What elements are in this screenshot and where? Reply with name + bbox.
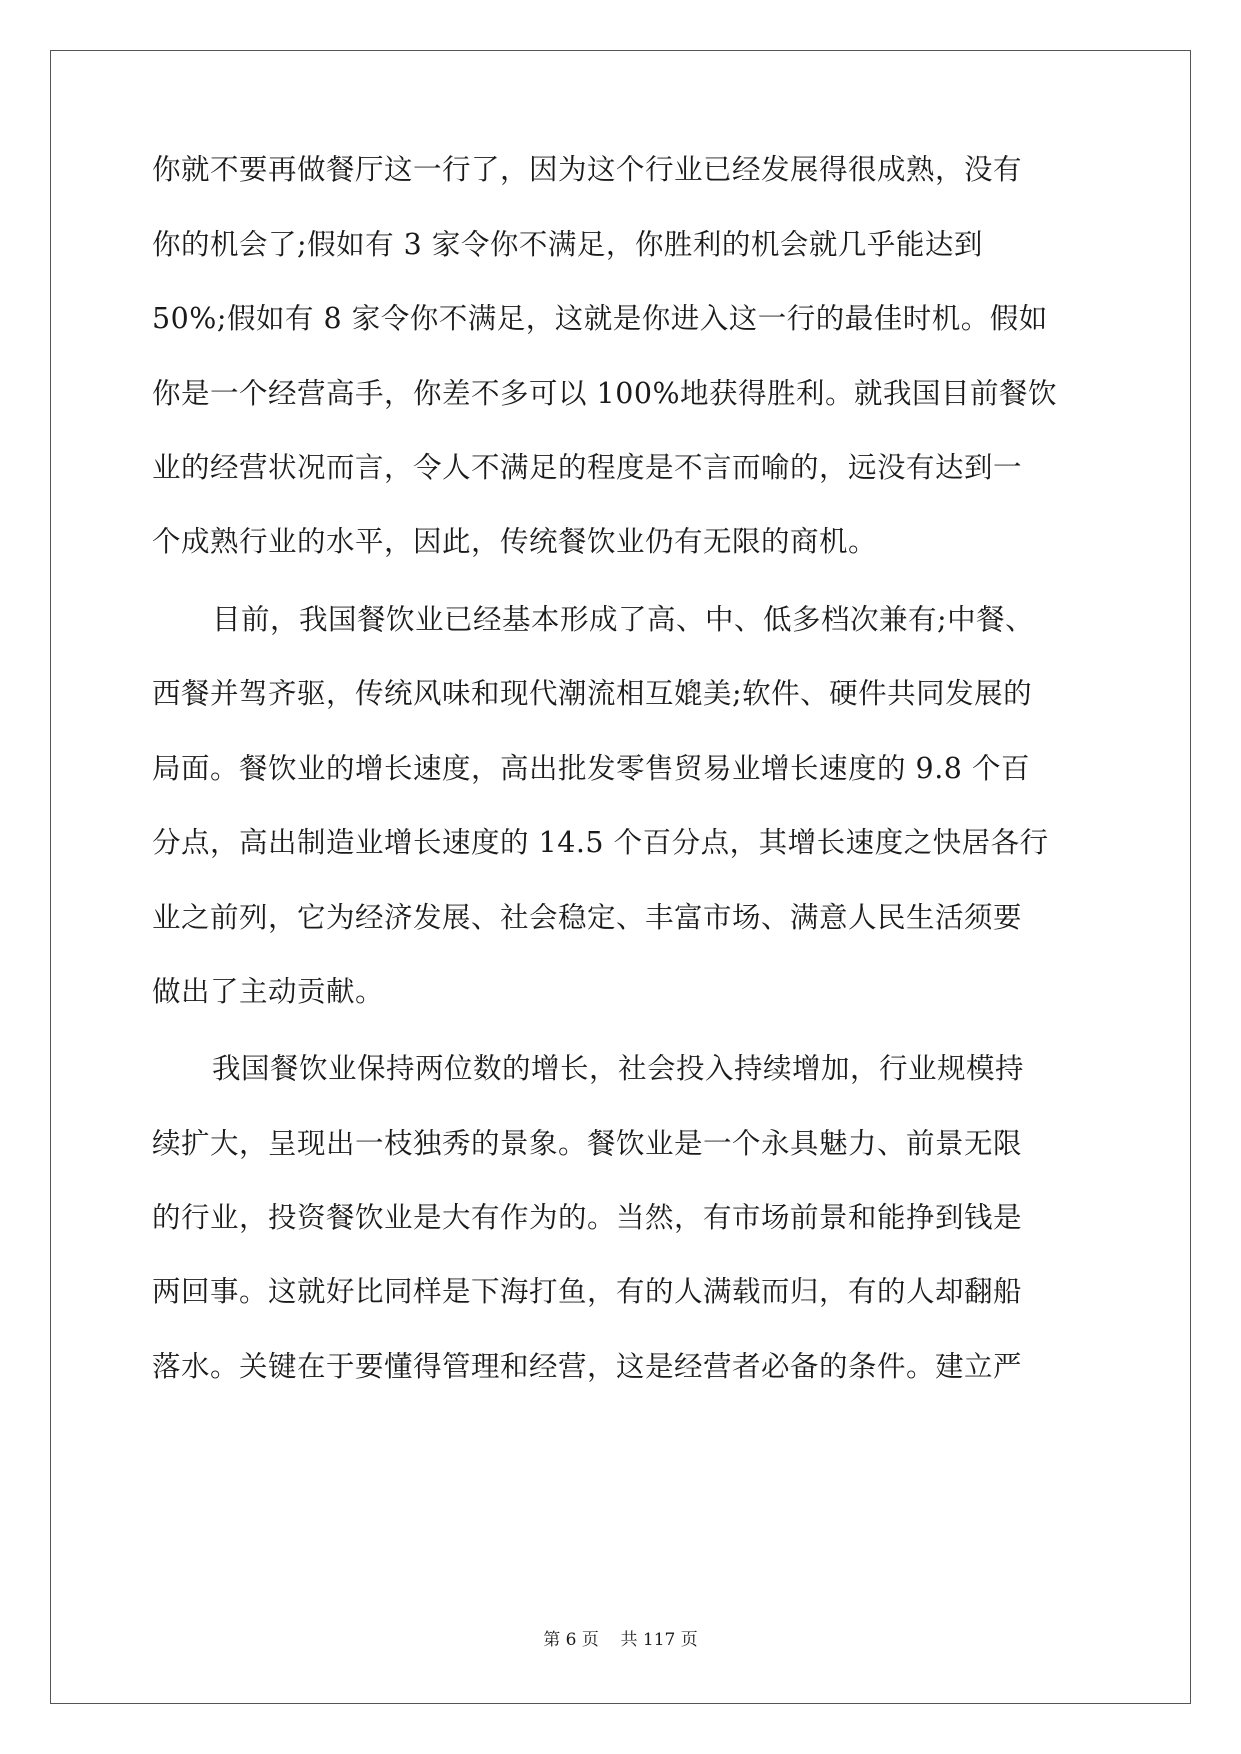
text-line: 业之前列，它为经济发展、社会稳定、丰富市场、满意人民生活须要 (152, 901, 1023, 934)
text-line: 业的经营状况而言，令人不满足的程度是不言而喻的，远没有达到一 (152, 451, 1023, 484)
paragraph-first-line: 我国餐饮业保持两位数的增长，社会投入持续增加，行业规模持 (212, 1052, 1025, 1085)
page-number-footer: 第 6 页 共 117 页 (543, 1630, 698, 1650)
text-line: 你是一个经营高手，你差不多可以 100%地获得胜利。就我国目前餐饮 (152, 377, 1058, 410)
text-line: 续扩大，呈现出一枝独秀的景象。餐饮业是一个永具魅力、前景无限 (152, 1127, 1023, 1160)
text-line: 的行业，投资餐饮业是大有作为的。当然，有市场前景和能挣到钱是 (152, 1201, 1023, 1234)
text-line: 50%;假如有 8 家令你不满足，这就是你进入这一行的最佳时机。假如 (152, 302, 1048, 335)
text-line: 分点，高出制造业增长速度的 14.5 个百分点，其增长速度之快居各行 (152, 826, 1049, 859)
text-line: 西餐并驾齐驱，传统风味和现代潮流相互媲美;软件、硬件共同发展的 (152, 677, 1033, 710)
text-line: 你的机会了;假如有 3 家令你不满足，你胜利的机会就几乎能达到 (152, 228, 983, 261)
paragraph-first-line: 目前，我国餐饮业已经基本形成了高、中、低多档次兼有;中餐、 (212, 603, 1035, 636)
text-line: 你就不要再做餐厅这一行了，因为这个行业已经发展得很成熟，没有 (152, 153, 1023, 186)
text-line: 落水。关键在于要懂得管理和经营，这是经营者必备的条件。建立严 (152, 1350, 1023, 1383)
text-line: 个成熟行业的水平，因此，传统餐饮业仍有无限的商机。 (152, 525, 878, 558)
text-line: 局面。餐饮业的增长速度，高出批发零售贸易业增长速度的 9.8 个百 (152, 752, 1030, 785)
text-line: 做出了主动贡献。 (152, 975, 385, 1008)
text-line: 两回事。这就好比同样是下海打鱼，有的人满载而归，有的人却翻船 (152, 1275, 1023, 1308)
